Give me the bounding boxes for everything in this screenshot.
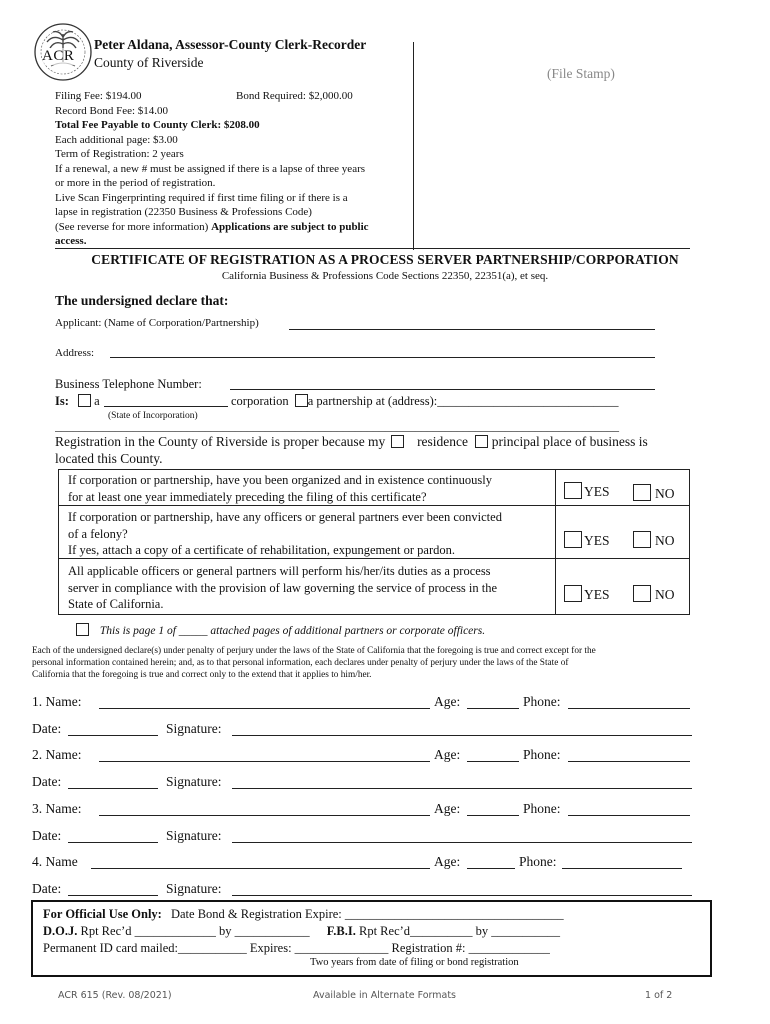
signer-3-signature-field[interactable] — [232, 842, 692, 843]
signer-1-signature-field[interactable] — [232, 735, 692, 736]
record-bond-fee: Record Bond Fee: $14.00 — [55, 104, 169, 117]
signer-4-age-label: Age: — [434, 854, 461, 869]
address-continuation-line[interactable]: ______________________________________________________________________________________________ — [55, 419, 619, 433]
residence-label: residence — [417, 434, 469, 449]
q1-yes-checkbox[interactable] — [564, 482, 582, 499]
perjury-statement: Each of the undersigned declare(s) under penalty of perjury under the laws of the State of California that the foregoing is true and correct except for the personal information contained herein; and, as to that personal information, each declares under penalty of perjury under the laws of the State of California that the foregoing is true and correct only to the extend that it applies to him/her. — [32, 646, 596, 680]
total-fee: Total Fee Payable to County Clerk: $208.00 — [55, 119, 260, 131]
fbi-received[interactable]: Rpt Rec’d__________ by ___________ — [359, 924, 561, 938]
alternate-formats: Available in Alternate Formats — [313, 990, 457, 1001]
logo-text: ACR — [42, 48, 75, 64]
signer-2-phone-label: Phone: — [523, 747, 561, 762]
signer-4-name-label: 4. Name — [32, 854, 78, 869]
entity-type-row — [55, 394, 100, 409]
signer-2-signature-label: Signature: — [166, 774, 222, 789]
principal-place-checkbox[interactable] — [475, 435, 488, 448]
declare-heading: The undersigned declare that: — [55, 293, 229, 308]
official-row-1 — [43, 907, 564, 922]
q2-yes-label: YES — [584, 533, 610, 548]
state-of-incorporation-field[interactable] — [104, 406, 228, 407]
signer-4-phone-field[interactable] — [562, 868, 682, 869]
public-access-note-2: access. — [55, 235, 87, 247]
signer-2-name-field[interactable] — [99, 761, 430, 762]
doj-received[interactable]: Rpt Rec’d _____________ by ____________ — [80, 924, 310, 938]
signer-3-date-label: Date: — [32, 828, 62, 843]
business-phone-field[interactable] — [230, 389, 655, 390]
form-title: CERTIFICATE OF REGISTRATION AS A PROCESS SERVER PARTNERSHIP/CORPORATION — [91, 252, 679, 267]
signer-3-age-label: Age: — [434, 801, 461, 816]
a-label: a — [94, 394, 100, 408]
signer-4-date-field[interactable] — [68, 895, 158, 896]
signer-4-age-field[interactable] — [467, 868, 515, 869]
signer-3-date-field[interactable] — [68, 842, 158, 843]
signer-3-phone-field[interactable] — [568, 815, 690, 816]
reverse-note: (See reverse for more information) — [55, 220, 209, 233]
page-note: This is page 1 of _____ attached pages of additional partners or corporate officers. — [99, 625, 486, 637]
registration-row — [55, 434, 648, 450]
signer-1-signature-label: Signature: — [166, 721, 222, 736]
signer-3-age-field[interactable] — [467, 815, 519, 816]
state-incorporation-caption: (State of Incorporation) — [108, 411, 198, 421]
signer-3-name-field[interactable] — [99, 815, 430, 816]
signer-2-date-label: Date: — [32, 774, 62, 789]
corporation-option — [231, 394, 618, 409]
signer-3-signature-label: Signature: — [166, 828, 222, 843]
signer-4-name-field[interactable] — [91, 868, 430, 869]
partnership-checkbox[interactable] — [295, 394, 308, 407]
county-name: County of Riverside — [94, 55, 204, 70]
filing-fee: Filing Fee: $194.00 — [55, 90, 142, 102]
livescan-note-1: Live Scan Fingerprinting required if first time filing or if there is a — [55, 191, 348, 204]
principal-place-label: principal place of business is — [491, 434, 648, 449]
residence-checkbox[interactable] — [391, 435, 404, 448]
signer-1-name-field[interactable] — [99, 708, 430, 709]
form-subtitle: California Business & Professions Code Sections 22350, 22351(a), et seq. — [221, 270, 549, 282]
signer-1-age-field[interactable] — [467, 708, 519, 709]
file-stamp-label: (File Stamp) — [547, 66, 615, 81]
partnership-label: a partnership at (address):_____________________________ — [307, 394, 619, 408]
registration-text: Registration in the County of Riverside is proper because my — [55, 434, 386, 449]
county-seal-logo — [33, 22, 93, 82]
question-2: If corporation or partnership, have any officers or general partners ever been convicted of a felony? If yes, attach a copy of a certificate of rehabilitation, expungement or pardon. — [68, 510, 502, 557]
signer-1-phone-label: Phone: — [523, 694, 561, 709]
q3-yes-checkbox[interactable] — [564, 585, 582, 602]
signer-2-date-field[interactable] — [68, 788, 158, 789]
signer-4-date-label: Date: — [32, 881, 62, 896]
address-field[interactable] — [110, 357, 655, 358]
applicant-field[interactable] — [289, 329, 655, 330]
bond-required: Bond Required: $2,000.00 — [236, 90, 353, 102]
q3-no-checkbox[interactable] — [633, 585, 651, 602]
signer-2-signature-field[interactable] — [232, 788, 692, 789]
signer-2-age-label: Age: — [434, 747, 461, 762]
permanent-id-row[interactable]: Permanent ID card mailed:___________ Expires: _______________ Registration #: _____________ — [43, 941, 550, 955]
public-access-note: Applications are subject to public — [211, 220, 369, 233]
phone-label: Business Telephone Number: — [55, 377, 202, 391]
is-label: Is: — [55, 394, 69, 408]
question-1: If corporation or partnership, have you been organized and in existence continuously for at least one year immediately preceding the filing of this certificate? — [68, 473, 492, 504]
signer-1-name-label: 1. Name: — [32, 694, 82, 709]
renewal-note-2: or more in the period of registration. — [55, 177, 216, 189]
address-label: Address: — [55, 347, 95, 359]
q2-no-label: NO — [655, 533, 675, 548]
signer-4-signature-field[interactable] — [232, 895, 692, 896]
corporation-label: corporation — [231, 394, 289, 408]
signer-1-phone-field[interactable] — [568, 708, 690, 709]
livescan-note-2: lapse in registration (22350 Business & Professions Code) — [55, 206, 312, 218]
bond-expire-label: Date Bond & Registration Expire: ___________________________________ — [170, 907, 564, 921]
corporation-checkbox[interactable] — [78, 394, 91, 407]
question-3: All applicable officers or general partners will perform his/her/its duties as a process server in compliance with the provision of law governing the service of process in the State of California. — [68, 564, 498, 611]
signer-3-phone-label: Phone: — [523, 801, 561, 816]
official-use-heading: For Official Use Only: — [43, 907, 162, 921]
signer-1-date-label: Date: — [32, 721, 62, 736]
signer-1-age-label: Age: — [434, 694, 461, 709]
term-of-registration: Term of Registration: 2 years — [55, 148, 184, 160]
q2-no-checkbox[interactable] — [633, 531, 651, 548]
official-row-2 — [43, 924, 560, 939]
q2-yes-checkbox[interactable] — [564, 531, 582, 548]
form-id: ACR 615 (Rev. 08/2021) — [58, 990, 172, 1001]
registration-text-2: located this County. — [55, 451, 163, 466]
signer-3-name-label: 3. Name: — [32, 801, 82, 816]
q3-yes-label: YES — [584, 587, 610, 602]
signer-1-date-field[interactable] — [68, 735, 158, 736]
applicant-label: Applicant: (Name of Corporation/Partnership) — [55, 317, 259, 329]
fbi-label: F.B.I. — [326, 924, 356, 938]
signer-2-age-field[interactable] — [467, 761, 519, 762]
q3-no-label: NO — [655, 587, 675, 602]
signer-4-signature-label: Signature: — [166, 881, 222, 896]
q1-no-label: NO — [655, 486, 675, 501]
signer-4-phone-label: Phone: — [519, 854, 557, 869]
page-note-row — [76, 623, 485, 637]
additional-pages-checkbox[interactable] — [76, 623, 89, 636]
q1-yes-label: YES — [584, 484, 610, 499]
signer-2-name-label: 2. Name: — [32, 747, 82, 762]
page-number: 1 of 2 — [645, 990, 673, 1001]
q1-no-checkbox[interactable] — [633, 484, 651, 501]
additional-page-fee: Each additional page: $3.00 — [55, 133, 178, 146]
fee-block — [55, 89, 415, 249]
office-name: Peter Aldana, Assessor-County Clerk-Recorder — [94, 37, 367, 52]
header-rule — [55, 248, 690, 249]
renewal-note-1: If a renewal, a new # must be assigned if there is a lapse of three years — [55, 162, 366, 175]
two-years-note: Two years from date of filing or bond registration — [310, 957, 519, 968]
doj-label: D.O.J. — [43, 924, 78, 938]
signer-2-phone-field[interactable] — [568, 761, 690, 762]
